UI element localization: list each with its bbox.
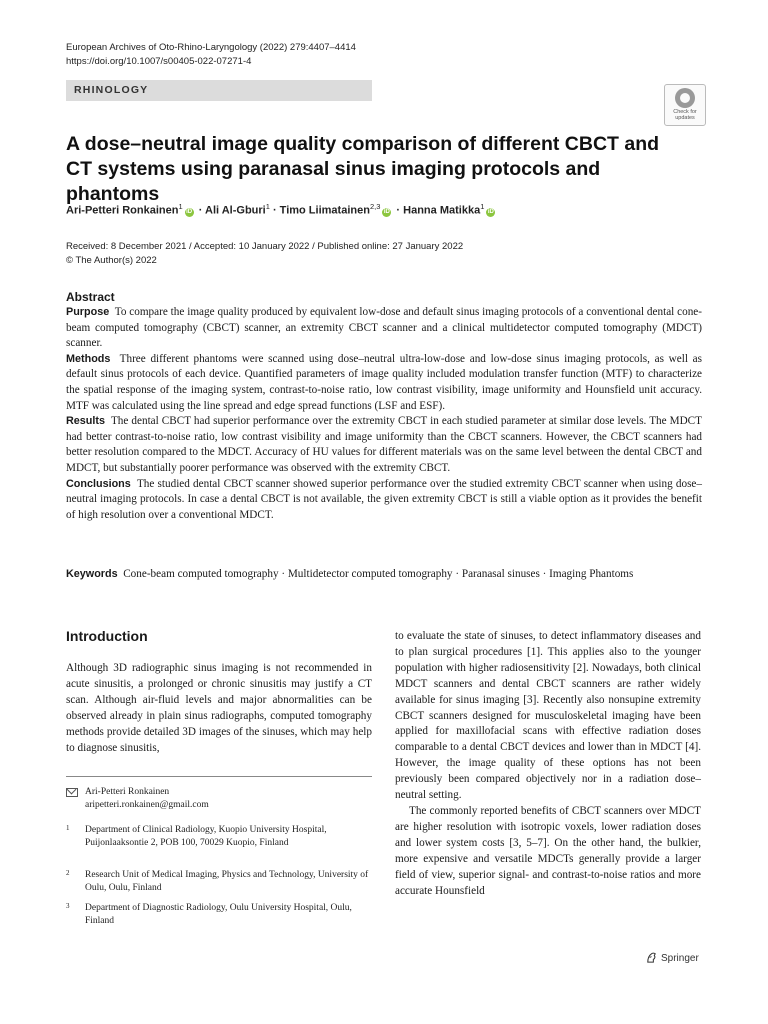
section-banner [66, 80, 372, 101]
affiliation-number: 2 [66, 869, 70, 877]
methods-label: Methods [66, 352, 111, 365]
author-name: Ali Al-Gburi [205, 204, 266, 217]
abstract-purpose [66, 305, 702, 352]
author-name: Timo Liimatainen [279, 204, 370, 217]
springer-horse-icon [645, 951, 658, 964]
affiliation-text: Department of Diagnostic Radiology, Oulu University Hospital, Oulu, Finland [85, 903, 352, 927]
journal-citation: European Archives of Oto-Rhino-Laryngology (2022) 279:4407–4414 [66, 42, 356, 53]
affiliation [66, 902, 372, 929]
doi-link[interactable]: https://doi.org/10.1007/s00405-022-07271-4 [66, 56, 252, 67]
section-label: RHINOLOGY [74, 84, 149, 96]
paragraph: to evaluate the state of sinuses, to detect inflammatory diseases and to plan surgical procedures [1]. This applies also to the younger population with higher radiosensitivity [2]. Nowadays, both clinical MDCT scanners and dental CBCT scanners are rather widely available for sinus imaging [3]. Recently also nonsupine extremity CBCT scanners designed for musculoskeletal imaging have been applied for maxillofacial scans with effective radiation doses comparable to a dental CBCT devices and lower than in MDCT [4]. However, the image quality of these options has not been previously been compared objectively nor in a radiation dose–neutral setting. [395, 630, 701, 802]
crossmark-icon [675, 88, 695, 108]
conclusions-text: The studied dental CBCT scanner showed superior performance over the studied extremity CBCT scanner when using dose–neutral imaging protocols. In case a dental CBCT is not available, the given extremity CBCT is still a viable option as it provides the benefit of high resolution over a conventional MDCT. [66, 477, 702, 521]
paragraph: Although 3D radiographic sinus imaging is not recommended in acute sinusitis, a prolonged or chronic sinusitis may justify a CT scan. Although air-fluid levels and major abnormalities can be observed already in plain sinus radiographs, computed tomography methods provide detailed 3D images of the sinuses, which may help to diagnose sinusitis, [66, 662, 372, 754]
results-text: The dental CBCT had superior performance over the extremity CBCT in each studied parameter at similar dose levels. The MDCT had better contrast-to-noise ratio, low contrast visibility and image uniformity than the CBCT scanners. However, the CBCT scanners had better resolution compared to the MDCT. Accuracy of HU values for different materials was on the same level between the dental CBCT and MDCT, but substantially poorer performance was observed with the extremity CBCT. [66, 415, 702, 474]
abstract-methods [66, 352, 702, 414]
purpose-text: To compare the image quality produced by equivalent low-dose and default sinus imaging protocols of a conventional dental cone-beam computed tomography (CBCT) scanner, an extremity CBCT scanner and a clinical multidetector computed tomography (MDCT) scanner. [66, 306, 702, 350]
abstract-conclusions [66, 477, 702, 524]
author-list: Ari-Petteri Ronkainen$^1$iD · Ali Al-Gburi$^1$ · Timo Liimatainen$^{2,3}$iD · Hanna Matikka$^1$iD [66, 202, 494, 217]
keywords-label: Keywords [66, 568, 118, 580]
abstract-heading: Abstract [66, 290, 115, 304]
abstract-body [66, 305, 702, 523]
introduction-heading: Introduction [66, 628, 148, 644]
affiliation [66, 869, 372, 896]
copyright-notice: © The Author(s) 2022 [66, 255, 157, 266]
orcid-icon[interactable]: iD [487, 208, 494, 215]
purpose-label: Purpose [66, 306, 110, 318]
check-for-label: Check for [673, 109, 697, 115]
envelope-icon [66, 788, 78, 797]
author-affiliation: 1 [178, 202, 183, 211]
corresponding-name: Ari-Petteri Ronkainen [85, 787, 170, 797]
corresponding-author [66, 786, 372, 813]
check-for-updates-badge[interactable] [664, 84, 706, 126]
results-label: Results [66, 415, 106, 428]
methods-text: Three different phantoms were scanned using dose–neutral ultra-low-dose and low-dose sinus imaging protocols, as well as default sinus protocols of each device. Quantified parameters of image quality included modulation transfer function (MTF) to characterize the spatial response of the imaging system, contrast-to-noise ratio, low contrast visibility, image uniformity and Hounsfield unit accuracy. MTF was calculated using the line spread and edge spread functions (LSF and ESF). [66, 352, 702, 412]
publisher-footer [645, 951, 699, 964]
author-name: Hanna Matikka [403, 204, 481, 217]
keywords-text: Cone-beam computed tomography · Multidetector computed tomography · Paranasal sinuses · Imaging Phantoms [123, 568, 634, 580]
right-column-text [395, 629, 701, 899]
affiliation-text: Department of Clinical Radiology, Kuopio University Hospital, Puijonlaaksontie 2, POB 100, 70029 Kuopio, Finland [85, 825, 327, 849]
affiliation-number: 3 [66, 902, 70, 910]
updates-label: updates [675, 115, 695, 121]
paragraph: The commonly reported benefits of CBCT scanners over MDCT are higher resolution with isotropic voxels, lower radiation doses and lower system costs [3, 5–7]. On the other hand, the bulkier, more expensive and versatile MDCTs generally provide a larger field of view, superior signal- and contrast-to-noise ratios and more accurate Hounsfield [395, 804, 701, 897]
abstract-results [66, 414, 702, 476]
paper-title: A dose–neutral image quality comparison of different CBCT and CT systems using paranasal sinus imaging protocols and phantoms [66, 133, 660, 205]
affiliation [66, 824, 372, 851]
left-column-text [66, 661, 372, 756]
orcid-icon[interactable]: iD [383, 208, 390, 215]
publication-dates: Received: 8 December 2021 / Accepted: 10 January 2022 / Published online: 27 January 2022 [66, 241, 464, 252]
conclusions-label: Conclusions [66, 477, 131, 490]
author-name: Ari-Petteri Ronkainen [66, 204, 179, 217]
affiliation-text: Research Unit of Medical Imaging, Physics and Technology, University of Oulu, Oulu, Finland [85, 870, 369, 894]
author-affiliation: 2,3 [369, 202, 381, 211]
author-affiliation: 1 [265, 202, 270, 211]
keywords [66, 566, 702, 582]
orcid-icon[interactable]: iD [186, 208, 193, 215]
corresponding-email[interactable]: aripetteri.ronkainen@gmail.com [85, 800, 209, 811]
publisher-name: Springer [661, 953, 699, 964]
affiliation-number: 1 [66, 824, 70, 832]
author-affiliation: 1 [480, 202, 485, 211]
footnote-divider [66, 776, 372, 777]
